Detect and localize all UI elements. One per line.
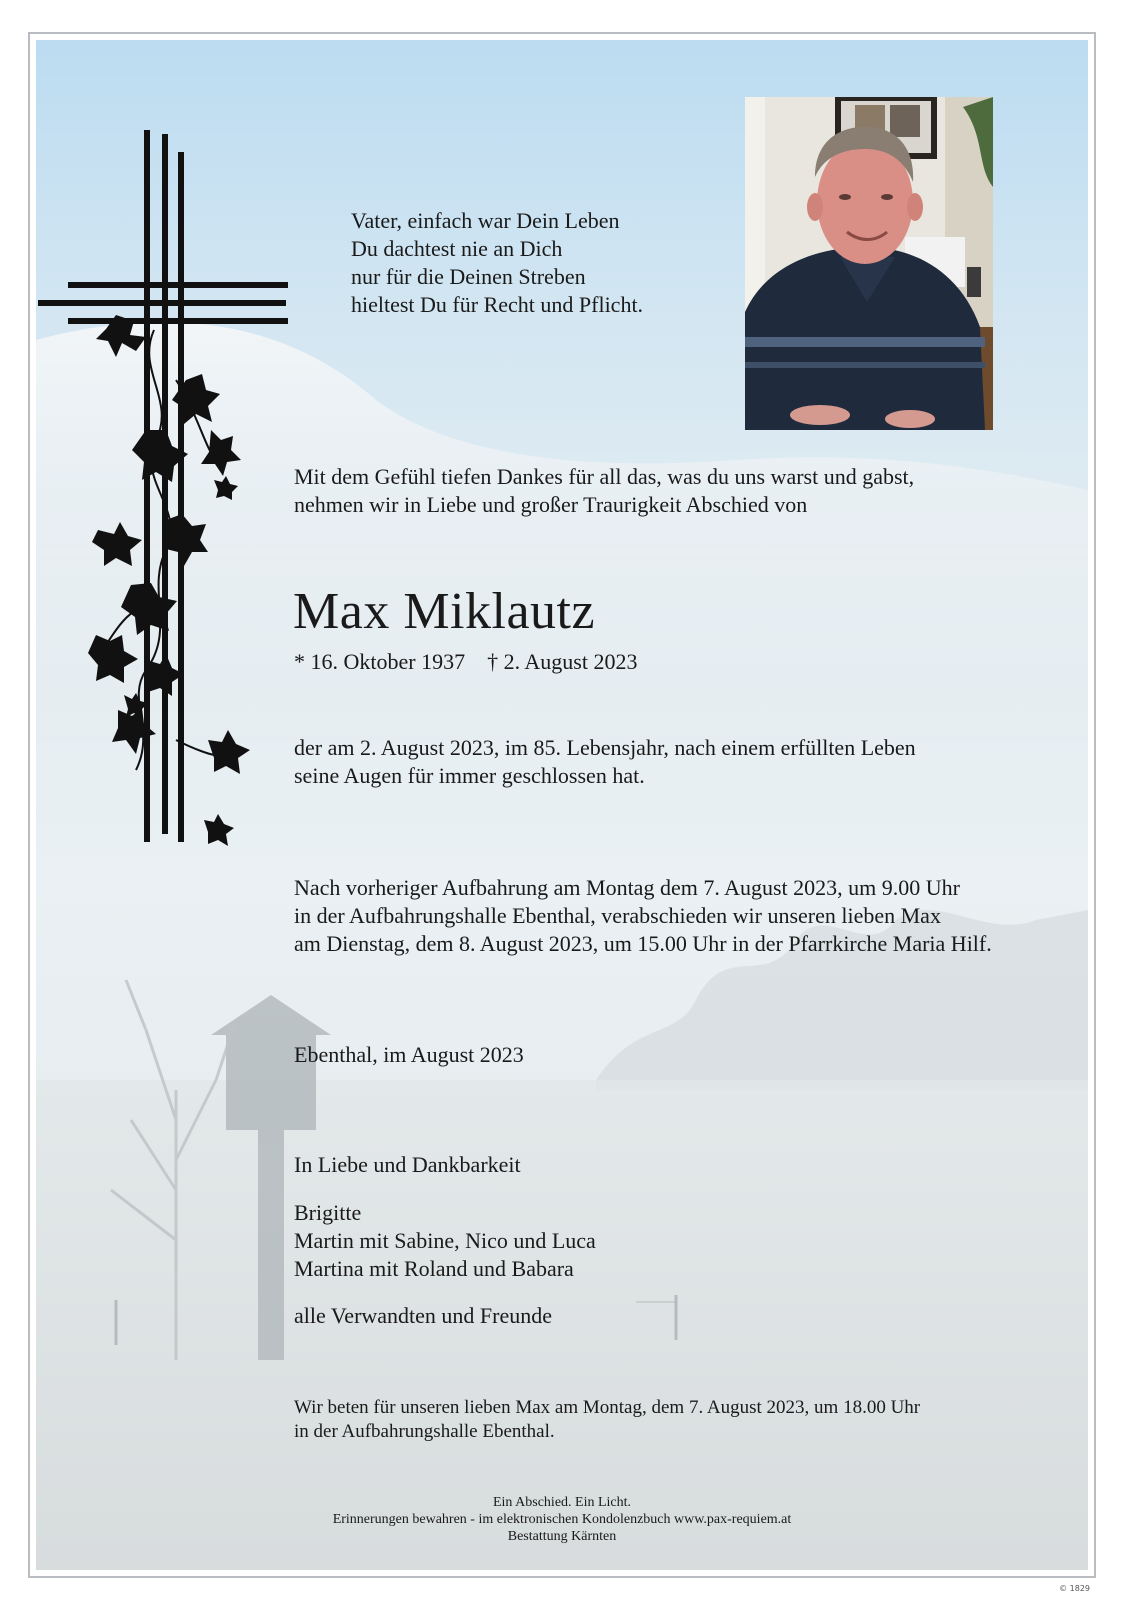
poem-line: nur für die Deinen Streben [351, 264, 586, 289]
prayer-line: Wir beten für unseren lieben Max am Montag, dem 7. August 2023, um 18.00 Uhr [294, 1397, 921, 1418]
portrait-illustration [745, 97, 993, 430]
family-member: Brigitte [294, 1200, 362, 1225]
cross-with-ivy-icon [36, 130, 296, 850]
footer-tagline: Ein Abschied. Ein Licht. [492, 1495, 632, 1510]
footer-company: Bestattung Kärnten [507, 1529, 617, 1544]
intro-line: nehmen wir in Liebe und großer Traurigkeit Abschied von [294, 492, 808, 517]
poem-line: hieltest Du für Recht und Pflicht. [351, 292, 644, 317]
deceased-name: Max Miklautz [293, 583, 596, 640]
passing-line: der am 2. August 2023, im 85. Lebensjahr, nach einem erfüllten Leben [294, 735, 916, 760]
funeral-line: am Dienstag, dem 8. August 2023, um 15.00 Uhr in der Pfarrkirche Maria Hilf. [294, 931, 992, 956]
funeral-line: Nach vorheriger Aufbahrung am Montag dem 7. August 2023, um 9.00 Uhr [294, 875, 960, 900]
family-others: alle Verwandten und Freunde [294, 1303, 553, 1328]
family-member: Martina mit Roland und Babara [294, 1256, 574, 1281]
poem-line: Du dachtest nie an Dich [351, 236, 563, 261]
imprint-mark: © 1829 [1059, 1584, 1090, 1593]
life-dates: * 16. Oktober 1937 † 2. August 2023 [294, 649, 638, 674]
funeral-line: in der Aufbahrungshalle Ebenthal, verabschieden wir unseren lieben Max [294, 903, 941, 928]
closing-line: In Liebe und Dankbarkeit [294, 1152, 521, 1177]
poem-line: Vater, einfach war Dein Leben [351, 208, 620, 233]
family-member: Martin mit Sabine, Nico und Luca [294, 1228, 596, 1253]
footer-condolence: Erinnerungen bewahren - im elektronischen Kondolenzbuch www.pax-requiem.at [332, 1512, 792, 1527]
prayer-line: in der Aufbahrungshalle Ebenthal. [294, 1421, 555, 1442]
intro-line: Mit dem Gefühl tiefen Dankes für all das, was du uns warst und gabst, [294, 464, 915, 489]
portrait-photo [745, 97, 993, 430]
passing-line: seine Augen für immer geschlossen hat. [294, 763, 645, 788]
place-date: Ebenthal, im August 2023 [294, 1042, 524, 1067]
